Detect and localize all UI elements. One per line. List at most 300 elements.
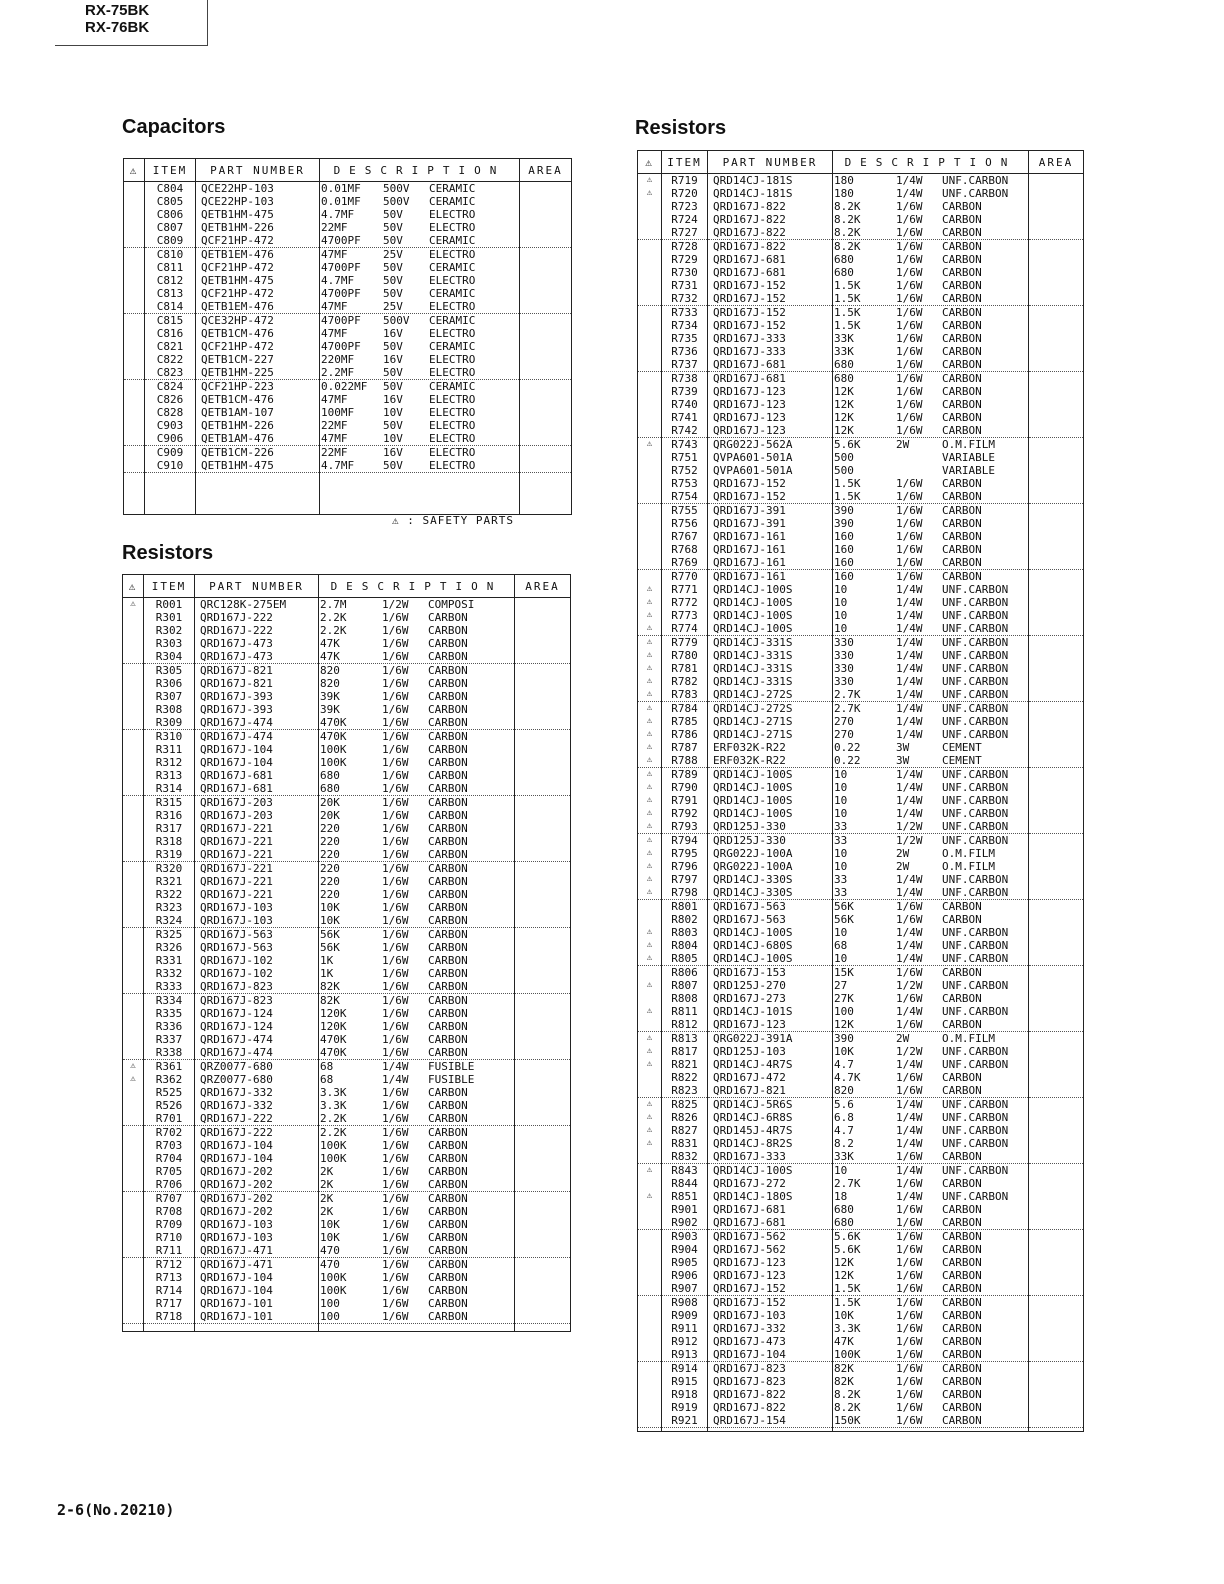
item-code: R703 xyxy=(144,1139,195,1152)
value: 100 xyxy=(320,1310,340,1323)
part-row xyxy=(638,913,1084,926)
part-number: QCF21HP-472 xyxy=(196,340,320,353)
type: CARBON xyxy=(428,1297,468,1310)
rating: 1/6W xyxy=(896,398,923,411)
type: O.M.FILM xyxy=(942,847,995,860)
rating: 1/6W xyxy=(382,1046,409,1059)
type: UNF.CARBON xyxy=(942,939,1009,952)
area-cell xyxy=(1029,1005,1084,1018)
description xyxy=(320,300,520,314)
area-cell xyxy=(515,730,571,744)
value: 10K xyxy=(834,1045,854,1058)
rating: 50V xyxy=(383,287,403,300)
part-row xyxy=(123,598,571,612)
item-code: R788 xyxy=(662,754,708,768)
part-row xyxy=(124,340,572,353)
type: UNF.CARBON xyxy=(942,622,1009,635)
area-cell xyxy=(515,664,571,678)
type: CARBON xyxy=(428,1165,468,1178)
area-cell xyxy=(515,756,571,769)
area-cell xyxy=(1029,926,1084,939)
type: CARBON xyxy=(428,769,468,782)
part-row xyxy=(123,1020,571,1033)
description xyxy=(833,1322,1029,1335)
part-number: QRD167J-822 xyxy=(708,200,833,213)
item-code: R921 xyxy=(662,1414,708,1428)
part-row xyxy=(124,432,572,446)
area-cell xyxy=(515,1258,571,1272)
area-cell xyxy=(1029,1203,1084,1216)
area-cell xyxy=(1029,754,1084,768)
area-cell xyxy=(1029,1322,1084,1335)
item-code: R787 xyxy=(662,741,708,754)
part-row xyxy=(638,820,1084,834)
value: 2.7K xyxy=(834,702,861,715)
rating: 1/6W xyxy=(896,1243,923,1256)
rating: 1/6W xyxy=(382,954,409,967)
rating: 1/2W xyxy=(896,1045,923,1058)
area-cell xyxy=(520,234,572,248)
value: 390 xyxy=(834,517,854,530)
area-cell xyxy=(1029,490,1084,504)
part-row xyxy=(638,1164,1084,1178)
value: 56K xyxy=(834,913,854,926)
rating: 1/6W xyxy=(896,253,923,266)
rating: 1/6W xyxy=(382,835,409,848)
part-number: QRD167J-823 xyxy=(708,1375,833,1388)
safety-mark xyxy=(638,1388,662,1401)
description xyxy=(319,611,515,624)
safety-mark: ⚠ xyxy=(123,1060,144,1074)
description xyxy=(319,703,515,716)
page-number: 2-6(No.20210) xyxy=(57,1501,175,1519)
rating: 1/6W xyxy=(896,570,923,583)
rating: 1/2W xyxy=(382,598,409,611)
rating: 1/6W xyxy=(382,664,409,677)
part-number: QRZ0077-680 xyxy=(195,1073,319,1086)
value: 33 xyxy=(834,873,848,886)
rating: 1/6W xyxy=(382,677,409,690)
rating: 1/4W xyxy=(896,596,923,609)
area-cell xyxy=(1029,1177,1084,1190)
description xyxy=(833,438,1029,452)
part-row xyxy=(123,1244,571,1258)
item-code: C807 xyxy=(145,221,196,234)
description xyxy=(833,1058,1029,1071)
part-row xyxy=(638,1296,1084,1310)
type: CARBON xyxy=(428,980,468,993)
item-code: C813 xyxy=(145,287,196,300)
type: CERAMIC xyxy=(429,261,476,274)
description xyxy=(833,966,1029,980)
part-row xyxy=(638,372,1084,386)
part-row xyxy=(638,1388,1084,1401)
area-cell xyxy=(1029,1137,1084,1150)
area-cell xyxy=(515,690,571,703)
safety-mark xyxy=(638,398,662,411)
description xyxy=(833,1071,1029,1084)
area-cell xyxy=(520,221,572,234)
type: CARBON xyxy=(942,1282,982,1295)
value: 10 xyxy=(834,794,848,807)
description xyxy=(319,1060,515,1074)
item-code: R310 xyxy=(144,730,195,744)
part-row xyxy=(124,234,572,248)
item-code: R322 xyxy=(144,888,195,901)
area-cell xyxy=(515,954,571,967)
value: 20K xyxy=(320,809,340,822)
area-cell xyxy=(520,314,572,328)
item-code: R338 xyxy=(144,1046,195,1060)
item-code: R790 xyxy=(662,781,708,794)
part-number: QRD167J-391 xyxy=(708,517,833,530)
type: CARBON xyxy=(428,875,468,888)
part-number: QRD167J-272 xyxy=(708,1177,833,1190)
area-cell xyxy=(515,1271,571,1284)
description xyxy=(319,769,515,782)
value: 220 xyxy=(320,822,340,835)
safety-mark xyxy=(124,459,145,473)
safety-mark xyxy=(638,266,662,279)
safety-mark xyxy=(638,1362,662,1376)
value: 10 xyxy=(834,781,848,794)
area-cell xyxy=(1029,556,1084,570)
rating: 1/4W xyxy=(896,583,923,596)
safety-mark: ⚠ xyxy=(638,583,662,596)
part-row xyxy=(638,1124,1084,1137)
value: 47MF xyxy=(321,432,348,445)
description xyxy=(320,419,520,432)
type: CARBON xyxy=(942,900,982,913)
item-code: R737 xyxy=(662,358,708,372)
part-number: QRD14CJ-271S xyxy=(708,728,833,741)
value: 56K xyxy=(834,900,854,913)
part-number: QRD167J-152 xyxy=(708,490,833,504)
item-code: C909 xyxy=(145,446,196,460)
part-row xyxy=(638,1005,1084,1018)
safety-mark: ⚠ xyxy=(638,622,662,636)
item-code: R319 xyxy=(144,848,195,862)
safety-mark xyxy=(123,862,144,876)
type: O.M.FILM xyxy=(942,438,995,451)
value: 8.2K xyxy=(834,226,861,239)
description xyxy=(833,306,1029,320)
part-row xyxy=(124,208,572,221)
area-cell xyxy=(1029,358,1084,372)
part-row xyxy=(638,332,1084,345)
safety-mark xyxy=(638,345,662,358)
area-cell xyxy=(1029,1018,1084,1032)
rating: 1/6W xyxy=(382,1258,409,1271)
type: CARBON xyxy=(942,1216,982,1229)
value: 10K xyxy=(834,1309,854,1322)
rating: 1/2W xyxy=(896,820,923,833)
description xyxy=(319,1139,515,1152)
area-cell xyxy=(515,1205,571,1218)
safety-mark xyxy=(123,941,144,954)
part-number: QRD167J-473 xyxy=(708,1335,833,1348)
description xyxy=(833,543,1029,556)
item-code: R808 xyxy=(662,992,708,1005)
area-cell xyxy=(1029,900,1084,914)
value: 1.5K xyxy=(834,1282,861,1295)
capacitors-table xyxy=(123,158,572,515)
type: CARBON xyxy=(942,1230,982,1243)
safety-mark: ⚠ xyxy=(638,662,662,675)
type: ELECTRO xyxy=(429,208,476,221)
part-row xyxy=(638,398,1084,411)
item-code: R743 xyxy=(662,438,708,452)
part-number: QETB1AM-476 xyxy=(196,432,320,446)
type: UNF.CARBON xyxy=(942,1058,1009,1071)
safety-mark xyxy=(123,809,144,822)
item-code: R851 xyxy=(662,1190,708,1203)
description xyxy=(319,967,515,980)
rating: 1/6W xyxy=(896,992,923,1005)
rating: 16V xyxy=(383,393,403,406)
description xyxy=(833,451,1029,464)
type: CARBON xyxy=(428,1284,468,1297)
area-cell xyxy=(515,941,571,954)
description xyxy=(320,393,520,406)
value: 470 xyxy=(320,1244,340,1257)
value: 3.3K xyxy=(320,1086,347,1099)
type: CARBON xyxy=(942,411,982,424)
area-header: AREA xyxy=(515,575,571,598)
part-row xyxy=(638,675,1084,688)
rating: 25V xyxy=(383,300,403,313)
part-row xyxy=(638,345,1084,358)
description xyxy=(833,490,1029,504)
safety-mark xyxy=(124,287,145,300)
description xyxy=(320,446,520,460)
type: CARBON xyxy=(428,1310,468,1323)
part-number: QRD145J-4R7S xyxy=(708,1124,833,1137)
value: 47K xyxy=(320,650,340,663)
value: 1.5K xyxy=(834,306,861,319)
description xyxy=(833,728,1029,741)
part-number: QRD167J-222 xyxy=(195,1112,319,1126)
safety-mark xyxy=(123,769,144,782)
safety-mark xyxy=(123,1152,144,1165)
description xyxy=(320,432,520,446)
safety-mark xyxy=(123,1271,144,1284)
rating: 1/4W xyxy=(896,1124,923,1137)
value: 2.7K xyxy=(834,1177,861,1190)
item-code: R768 xyxy=(662,543,708,556)
area-cell xyxy=(515,769,571,782)
type: UNF.CARBON xyxy=(942,794,1009,807)
rating: 1/4W xyxy=(896,662,923,675)
value: 33 xyxy=(834,820,848,833)
area-cell xyxy=(520,287,572,300)
part-number: QRD14CJ-330S xyxy=(708,873,833,886)
safety-mark xyxy=(123,624,144,637)
part-number: QETB1EM-476 xyxy=(196,300,320,314)
part-row xyxy=(124,182,572,196)
safety-mark xyxy=(638,1296,662,1310)
rating: 1/6W xyxy=(896,556,923,569)
rating: 1/6W xyxy=(382,624,409,637)
item-code: R704 xyxy=(144,1152,195,1165)
description-header: DESCRIPTION xyxy=(833,151,1029,174)
rating: 1/6W xyxy=(382,1086,409,1099)
part-row xyxy=(638,385,1084,398)
type: CARBON xyxy=(942,266,982,279)
part-row xyxy=(123,1007,571,1020)
part-number: QRD14CJ-100S xyxy=(708,1164,833,1178)
description xyxy=(319,1086,515,1099)
description xyxy=(319,1231,515,1244)
type: CARBON xyxy=(428,835,468,848)
resistors-heading-left: Resistors xyxy=(122,542,214,564)
part-row xyxy=(124,261,572,274)
type: UNF.CARBON xyxy=(942,1164,1009,1177)
rating: 1/6W xyxy=(382,822,409,835)
rating: 500V xyxy=(383,182,410,195)
part-row xyxy=(638,504,1084,518)
rating: 1/6W xyxy=(382,1192,409,1205)
part-number: QRD167J-152 xyxy=(708,292,833,306)
area-cell xyxy=(515,1310,571,1324)
safety-mark: ⚠ xyxy=(638,728,662,741)
area-cell xyxy=(1029,306,1084,320)
item-code: R914 xyxy=(662,1362,708,1376)
safety-mark xyxy=(123,611,144,624)
item-code: R770 xyxy=(662,570,708,584)
safety-mark xyxy=(123,730,144,744)
type: CARBON xyxy=(428,637,468,650)
rating: 1/6W xyxy=(382,888,409,901)
part-row xyxy=(123,624,571,637)
safety-mark xyxy=(638,1269,662,1282)
item-code: R739 xyxy=(662,385,708,398)
part-row xyxy=(638,292,1084,306)
item-code: R702 xyxy=(144,1126,195,1140)
part-number: QRD167J-681 xyxy=(708,266,833,279)
value: 390 xyxy=(834,504,854,517)
value: 2K xyxy=(320,1178,334,1191)
safety-mark: ⚠ xyxy=(638,688,662,702)
part-row xyxy=(123,1310,571,1324)
rating: 1/6W xyxy=(896,1256,923,1269)
item-code: R306 xyxy=(144,677,195,690)
item-code: R712 xyxy=(144,1258,195,1272)
type: UNF.CARBON xyxy=(942,873,1009,886)
safety-mark xyxy=(638,900,662,914)
item-code: C805 xyxy=(145,195,196,208)
area-cell xyxy=(515,611,571,624)
item-code: R362 xyxy=(144,1073,195,1086)
safety-mark xyxy=(638,253,662,266)
safety-mark: ⚠ xyxy=(638,174,662,188)
description xyxy=(320,221,520,234)
part-row xyxy=(123,901,571,914)
area-cell xyxy=(1029,1243,1084,1256)
part-number: QRD167J-393 xyxy=(195,690,319,703)
part-number: QRD167J-221 xyxy=(195,848,319,862)
description xyxy=(833,675,1029,688)
description xyxy=(833,768,1029,782)
part-row xyxy=(124,300,572,314)
area-cell xyxy=(515,1152,571,1165)
part-row xyxy=(124,274,572,287)
value: 100 xyxy=(320,1297,340,1310)
item-code: R755 xyxy=(662,504,708,518)
value: 680 xyxy=(834,372,854,385)
part-row xyxy=(638,464,1084,477)
value: 220 xyxy=(320,862,340,875)
safety-mark xyxy=(638,504,662,518)
item-code: R784 xyxy=(662,702,708,716)
description xyxy=(833,372,1029,386)
description xyxy=(319,637,515,650)
safety-mark xyxy=(638,385,662,398)
part-row xyxy=(638,266,1084,279)
part-number: QCE22HP-103 xyxy=(196,182,320,196)
description xyxy=(833,1005,1029,1018)
type: UNF.CARBON xyxy=(942,688,1009,701)
rating: 1/6W xyxy=(382,967,409,980)
description xyxy=(833,900,1029,914)
description xyxy=(833,609,1029,622)
rating: 1/6W xyxy=(896,1335,923,1348)
item-code: R336 xyxy=(144,1020,195,1033)
part-number: QETB1HM-226 xyxy=(196,221,320,234)
safety-mark xyxy=(638,1071,662,1084)
area-cell xyxy=(515,1284,571,1297)
area-cell xyxy=(1029,411,1084,424)
value: 2K xyxy=(320,1165,334,1178)
safety-mark: ⚠ xyxy=(638,187,662,200)
value: 4700PF xyxy=(321,234,361,247)
item-code: R796 xyxy=(662,860,708,873)
type: CARBON xyxy=(428,928,468,941)
part-row xyxy=(638,768,1084,782)
safety-mark: ⚠ xyxy=(638,1045,662,1058)
type: CARBON xyxy=(428,954,468,967)
description xyxy=(833,913,1029,926)
item-code: C809 xyxy=(145,234,196,248)
item-code: R795 xyxy=(662,847,708,860)
description xyxy=(833,952,1029,966)
type: CARBON xyxy=(942,213,982,226)
rating: 2W xyxy=(896,1032,910,1045)
value: 1.5K xyxy=(834,292,861,305)
description xyxy=(833,504,1029,518)
part-row xyxy=(638,174,1084,188)
safety-mark xyxy=(638,1243,662,1256)
part-number: QRD167J-471 xyxy=(195,1244,319,1258)
safety-mark xyxy=(638,279,662,292)
item-code: R791 xyxy=(662,794,708,807)
rating: 1/4W xyxy=(896,886,923,899)
description xyxy=(833,477,1029,490)
description xyxy=(833,992,1029,1005)
item-code: R332 xyxy=(144,967,195,980)
description xyxy=(319,624,515,637)
part-number: QRD14CJ-680S xyxy=(708,939,833,952)
type: CARBON xyxy=(942,992,982,1005)
area-cell xyxy=(515,1192,571,1206)
safety-mark xyxy=(123,1192,144,1206)
part-number: QRG022J-100A xyxy=(708,860,833,873)
area-cell xyxy=(515,650,571,664)
part-row xyxy=(638,702,1084,716)
area-cell xyxy=(515,928,571,942)
value: 2.2K xyxy=(320,624,347,637)
part-number: QRD167J-681 xyxy=(708,253,833,266)
